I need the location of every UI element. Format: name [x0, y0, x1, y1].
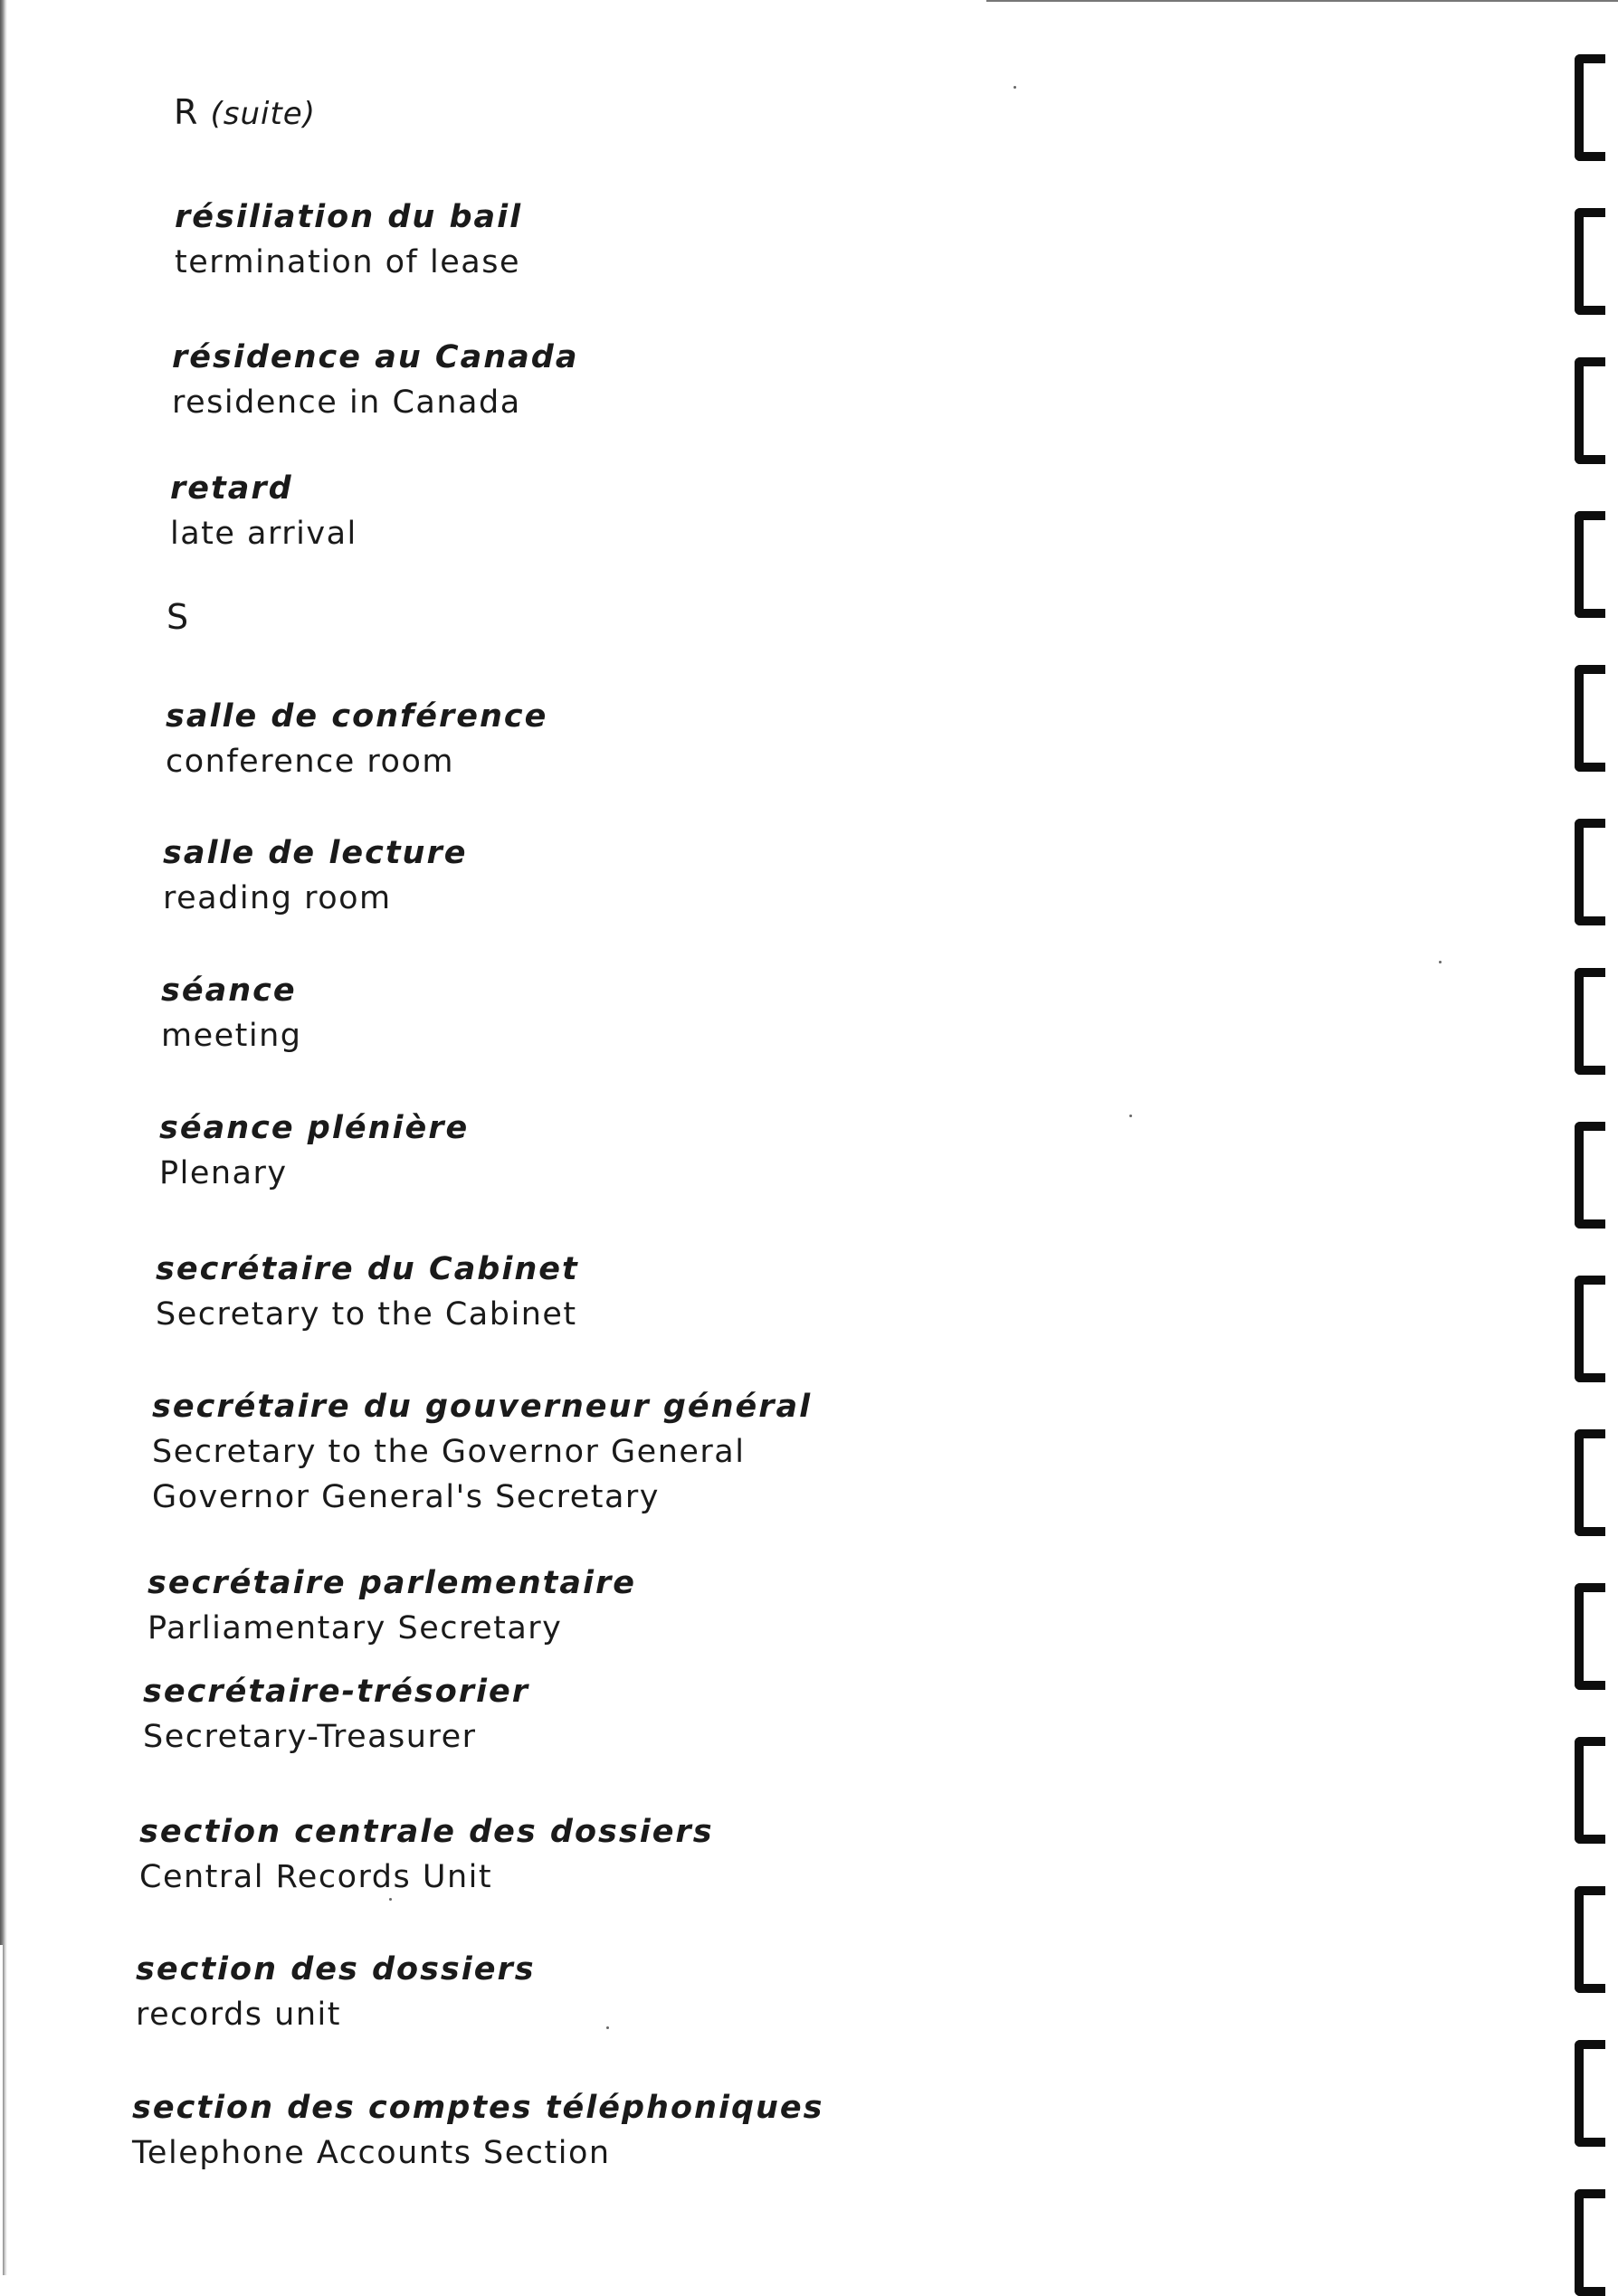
french-term: résiliation du bail — [175, 199, 523, 235]
glossary-entry — [170, 466, 357, 556]
english-term-alt: Governor General's Secretary — [152, 1479, 661, 1515]
english-term: records unit — [136, 1997, 341, 2033]
section-letter: S — [167, 597, 190, 637]
binding-slot — [1575, 1122, 1605, 1229]
english-term: late arrival — [170, 516, 357, 552]
french-term: séance plénière — [159, 1110, 470, 1146]
glossary-entry — [166, 694, 547, 784]
binding-slot — [1575, 54, 1605, 161]
glossary-entry — [159, 1105, 469, 1196]
glossary-entry — [163, 830, 467, 921]
english-term: Central Records Unit — [139, 1859, 493, 1895]
binding-slot — [1575, 1737, 1605, 1844]
scan-speck — [606, 2026, 609, 2029]
binding-slot — [1575, 1886, 1605, 1993]
english-term: termination of lease — [175, 244, 520, 280]
section-letter: R — [174, 92, 199, 132]
binding-slot — [1575, 511, 1605, 618]
french-term: salle de conférence — [166, 698, 548, 735]
french-term: section des dossiers — [136, 1951, 536, 1988]
scan-speck — [1439, 961, 1442, 963]
binding-slot — [1575, 1429, 1605, 1536]
glossary-entry — [132, 2085, 823, 2176]
french-term: section des comptes téléphoniques — [132, 2090, 824, 2126]
binding-slot — [1575, 208, 1605, 315]
glossary-entry — [136, 1947, 536, 2037]
glossary-entry — [175, 194, 522, 285]
scan-left-edge — [0, 0, 7, 2275]
french-term: résidence au Canada — [172, 339, 579, 375]
glossary-entry — [172, 335, 578, 425]
french-term: secrétaire du gouverneur général — [152, 1389, 813, 1425]
binding-slot — [1575, 1276, 1605, 1382]
glossary-entry — [143, 1669, 529, 1760]
glossary-entry — [148, 1561, 636, 1651]
english-term: residence in Canada — [172, 384, 521, 421]
french-term: secrétaire parlementaire — [148, 1565, 636, 1601]
binding-slot — [1575, 2189, 1605, 2296]
french-term: retard — [170, 470, 293, 507]
section-heading-r — [174, 92, 316, 132]
french-term: secrétaire du Cabinet — [156, 1251, 579, 1287]
french-term: séance — [161, 972, 297, 1009]
binding-slot — [1575, 2040, 1605, 2147]
scan-speck — [389, 1898, 392, 1901]
glossary-entry — [156, 1247, 579, 1337]
section-continued-label: (suite) — [210, 96, 316, 132]
section-heading-s — [167, 597, 189, 637]
english-term: conference room — [166, 744, 454, 780]
glossary-entry — [152, 1384, 812, 1520]
english-term: Plenary — [159, 1155, 288, 1191]
binding-slot — [1575, 665, 1605, 772]
scan-speck — [1014, 86, 1016, 89]
glossary-entry — [161, 968, 302, 1058]
binding-slot — [1575, 1583, 1605, 1690]
scan-speck — [1129, 1115, 1132, 1117]
scan-left-edge-gap — [0, 1945, 3, 2275]
binding-slot — [1575, 819, 1605, 925]
english-term: Telephone Accounts Section — [132, 2135, 611, 2171]
binding-slot — [1575, 357, 1605, 464]
binding-slot — [1575, 968, 1605, 1075]
english-term: Secretary to the Governor General — [152, 1434, 746, 1470]
french-term: secrétaire-trésorier — [143, 1674, 530, 1710]
english-term: Secretary-Treasurer — [143, 1719, 477, 1755]
english-term: meeting — [161, 1018, 302, 1054]
english-term: Secretary to the Cabinet — [156, 1296, 577, 1333]
english-term: Parliamentary Secretary — [148, 1610, 563, 1646]
glossary-entry — [139, 1809, 714, 1900]
comb-binding — [1575, 0, 1618, 2275]
scan-top-rule — [986, 0, 1618, 2]
french-term: salle de lecture — [163, 835, 468, 871]
french-term: section centrale des dossiers — [139, 1814, 714, 1850]
english-term: reading room — [163, 880, 392, 916]
